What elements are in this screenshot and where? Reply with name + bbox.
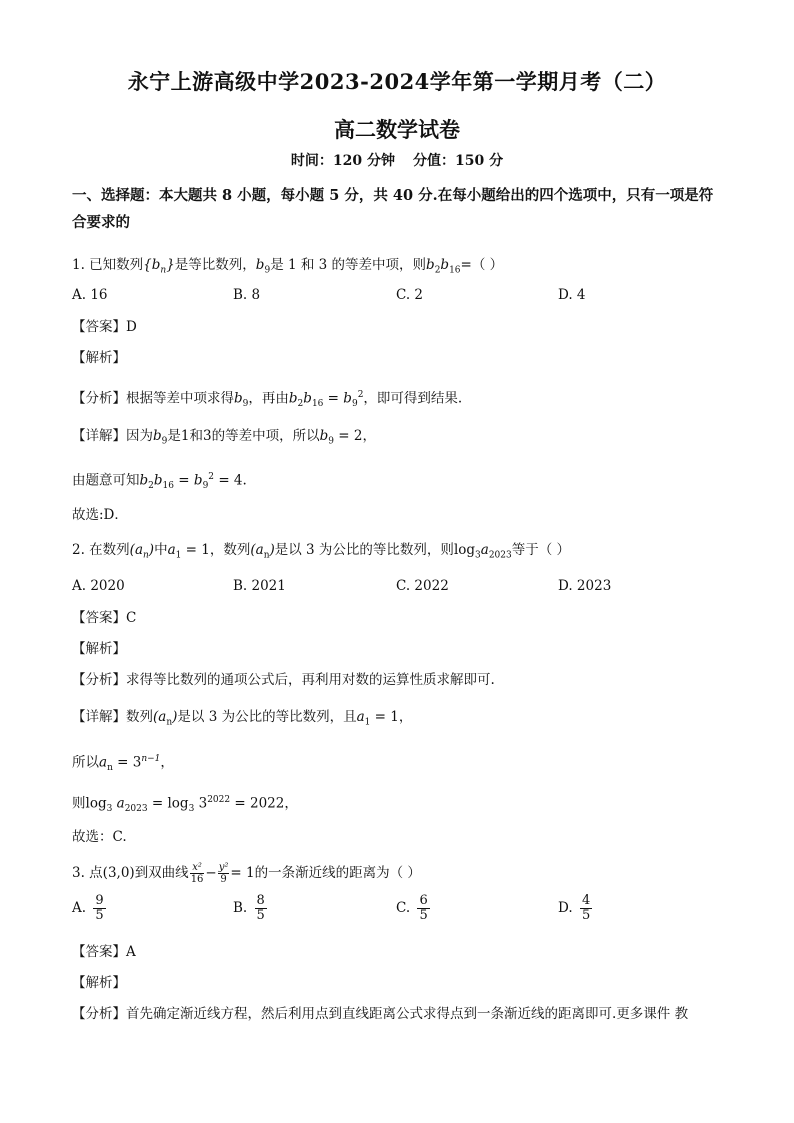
- q1-detail-line2: 由题意可知$b_2b_{16} = b_9^2 = 4$.: [72, 472, 247, 492]
- q3-option-a: A. $\frac{9}{5}$: [72, 893, 104, 923]
- q2-detail-line2: 所以$a_n = 3^{n-1}$，: [72, 754, 174, 774]
- hyperbola-y-term: $\frac{\text{y²}}{9}$: [218, 862, 229, 885]
- q2-option-a: A. 2020: [72, 578, 125, 594]
- q1-analysis-label: 【解析】: [72, 350, 126, 366]
- q3-answer: 【答案】A: [72, 944, 136, 960]
- q2-fenxi: 【分析】求得等比数列的通项公式后，再利用对数的运算性质求解即可.: [72, 672, 495, 688]
- q1-option-d: D. 4: [558, 287, 586, 303]
- q3-option-b: B. $\frac{8}{5}$: [233, 893, 265, 923]
- q3-analysis-label: 【解析】: [72, 975, 126, 991]
- q3-option-d: D. $\frac{4}{5}$: [558, 893, 591, 923]
- exam-score: 分值：150 分: [413, 153, 504, 169]
- q2-option-c: C. 2022: [396, 578, 449, 594]
- q1-fenxi: 【分析】根据等差中项求得$b_9$，再由$b_2b_{16} = b_9^2$，即可得到结果.: [72, 390, 463, 410]
- exam-meta: [0, 150, 794, 170]
- q3-option-c: C. $\frac{6}{5}$: [396, 893, 428, 923]
- q1-option-c: C. 2: [396, 287, 424, 303]
- q1-option-a: A. 16: [72, 287, 108, 303]
- hyperbola-x-term: $\frac{\text{x²}}{16}$: [190, 862, 204, 885]
- exam-title: 永宁上游高级中学2023-2024学年第一学期月考（二）: [127, 69, 667, 94]
- q2-detail: 【详解】数列$(a_n)$是以 3 为公比的等比数列，且$a_1 = 1$，: [72, 709, 413, 728]
- exam-subtitle: 高二数学试卷: [334, 117, 460, 142]
- q2-option-b: B. 2021: [233, 578, 286, 594]
- q1-choose: 故选:D．: [72, 507, 128, 523]
- section-heading: 一、选择题：本大题共 8 小题，每小题 5 分，共 40 分.在每小题给出的四个选项中，只有一项是符合要求的: [72, 187, 714, 231]
- q1-answer: 【答案】D: [72, 319, 137, 335]
- q1-detail: 【详解】因为$b_9$是1和3的等差中项，所以$b_9 = 2$，: [72, 428, 376, 447]
- q2-detail-line3: 则$\log_3 a_{2023} = \log_3 3^{2022} = 2022$，: [72, 795, 298, 815]
- q2-choose: 故选：C.: [72, 829, 127, 845]
- q1-option-b: B. 8: [233, 287, 261, 303]
- q2-analysis-label: 【解析】: [72, 641, 126, 657]
- q2-answer: 【答案】C: [72, 610, 137, 626]
- exam-time: 时间：120 分钟: [290, 153, 395, 169]
- q3-fenxi: 【分析】首先确定渐近线方程，然后利用点到直线距离公式求得点到一条渐近线的距离即可.更多课件 教: [72, 1006, 689, 1022]
- question-2-stem: 2. 在数列$(a_n)$中$a_1 = 1$，数列$(a_n)$是以 3 为公比的等比数列，则$\log_3a_{2023}$等于（ ）: [72, 542, 571, 561]
- question-1-stem: 1. 已知数列$\{b_n\}$是等比数列，$b_9$是 1 和 3 的等差中项，则$b_2b_{16}=$（ ）: [72, 257, 504, 276]
- q2-option-d: D. 2023: [558, 578, 612, 594]
- question-3-stem: 3. 点(3,0)到双曲线 $\frac{\text{x²}}{16}$ − $\frac{\text{y²}}{9}$ = 1的一条渐近线的距离为（ ）: [72, 862, 421, 885]
